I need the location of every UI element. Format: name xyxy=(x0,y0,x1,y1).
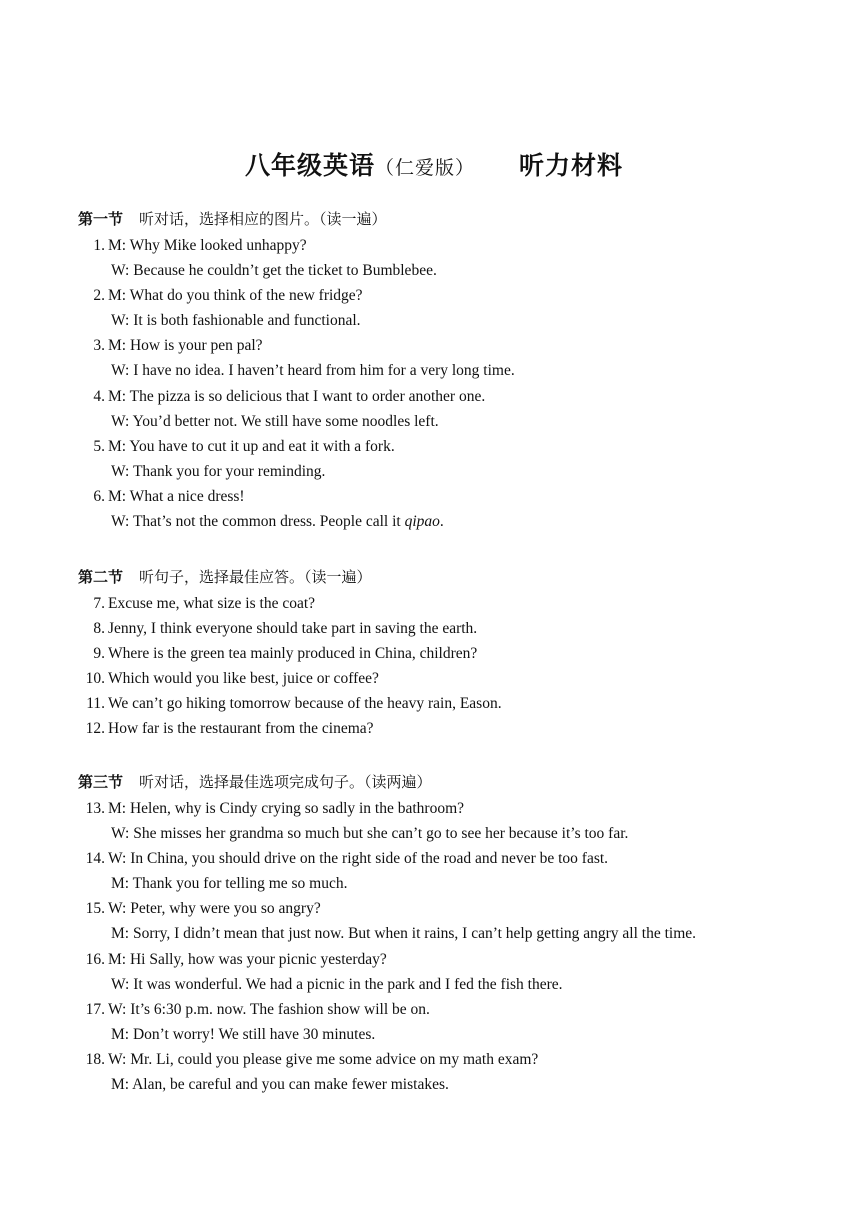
section-instruction: 听句子，选择最佳应答。（读一遍） xyxy=(139,570,372,586)
item-line-b: M: Thank you for telling me so much. xyxy=(111,875,348,893)
section-3 xyxy=(78,771,818,1097)
item-10 xyxy=(78,666,818,691)
item-number: 10. xyxy=(85,670,105,688)
item-line-b: W: That’s not the common dress. People call it qipao. xyxy=(111,513,444,531)
item-number: 3. xyxy=(93,337,105,355)
item-line-a: M: What a nice dress! xyxy=(108,487,245,505)
item-line-a: M: What do you think of the new fridge? xyxy=(108,287,363,305)
item-number: 1. xyxy=(93,237,105,254)
item-number: 12. xyxy=(85,720,105,738)
item-number: 2. xyxy=(93,287,105,305)
item-11 xyxy=(78,691,818,716)
title-sub: （仁爱版） xyxy=(374,158,475,179)
item-line-a: W: Mr. Li, could you please give me some advice on my math exam? xyxy=(108,1050,539,1068)
item-line-a: M: How is your pen pal? xyxy=(108,337,263,355)
item-number: 5. xyxy=(93,437,105,455)
item-line-b: W: I have no idea. I haven’t heard from him for a very long time. xyxy=(111,362,515,380)
title-main: 八年级英语 xyxy=(244,153,375,180)
item-number: 14. xyxy=(85,850,105,868)
section-2 xyxy=(78,566,818,742)
section-1 xyxy=(78,208,818,534)
italic-word: qipao xyxy=(404,513,440,531)
item-line-b: M: Alan, be careful and you can make fewer mistakes. xyxy=(111,1076,449,1094)
item-13 xyxy=(78,796,818,846)
item-line-a: M: Why Mike looked unhappy? xyxy=(108,237,307,254)
item-number: 13. xyxy=(85,800,105,817)
item-number: 16. xyxy=(85,950,105,968)
item-line-b: M: Don’t worry! We still have 30 minutes. xyxy=(111,1025,376,1043)
item-1 xyxy=(78,233,818,283)
item-line-b: W: You’d better not. We still have some noodles left. xyxy=(111,412,439,430)
item-line-a: We can’t go hiking tomorrow because of the heavy rain, Eason. xyxy=(108,695,502,713)
item-8 xyxy=(78,616,818,641)
item-4 xyxy=(78,384,818,434)
item-line-a: M: You have to cut it up and eat it with a fork. xyxy=(108,437,395,455)
item-18 xyxy=(78,1047,818,1097)
item-line-a: How far is the restaurant from the cinema? xyxy=(108,720,374,738)
item-2 xyxy=(78,283,818,333)
item-number: 18. xyxy=(85,1050,105,1068)
item-line-a: M: The pizza is so delicious that I want to order another one. xyxy=(108,387,486,405)
item-line-b: W: She misses her grandma so much but she can’t go to see her because it’s too far. xyxy=(111,825,629,843)
section-instruction: 听对话，选择最佳选项完成句子。（读两遍） xyxy=(139,775,432,791)
item-number: 11. xyxy=(86,695,105,713)
item-line-b: W: It is both fashionable and functional. xyxy=(111,312,361,330)
item-number: 6. xyxy=(93,487,105,505)
item-line-a: Where is the green tea mainly produced in China, children? xyxy=(108,645,478,663)
item-number: 8. xyxy=(93,620,105,638)
item-line-a: Jenny, I think everyone should take part in saving the earth. xyxy=(108,620,478,638)
title-right: 听力材料 xyxy=(519,153,624,180)
item-15 xyxy=(78,896,818,946)
item-line-b: W: It was wonderful. We had a picnic in the park and I fed the fish there. xyxy=(111,975,563,993)
item-9 xyxy=(78,641,818,666)
item-line-a: W: It’s 6:30 p.m. now. The fashion show will be on. xyxy=(108,1000,430,1018)
section-name: 第一节 xyxy=(78,212,124,228)
item-14 xyxy=(78,846,818,896)
item-number: 7. xyxy=(93,595,105,612)
page-title xyxy=(0,146,868,182)
item-7 xyxy=(78,591,818,616)
item-line-a: M: Hi Sally, how was your picnic yesterday? xyxy=(108,950,387,968)
item-line-a: W: Peter, why were you so angry? xyxy=(108,900,321,918)
item-line-a: Excuse me, what size is the coat? xyxy=(108,595,316,612)
item-number: 17. xyxy=(85,1000,105,1018)
section-instruction: 听对话，选择相应的图片。（读一遍） xyxy=(139,212,387,228)
item-16 xyxy=(78,947,818,997)
item-line-a: W: In China, you should drive on the right side of the road and never be too fast. xyxy=(108,850,609,868)
section-name: 第二节 xyxy=(78,570,124,586)
item-line-a: M: Helen, why is Cindy crying so sadly in the bathroom? xyxy=(108,800,465,817)
item-3 xyxy=(78,333,818,383)
item-number: 15. xyxy=(85,900,105,918)
section-heading xyxy=(78,208,818,233)
item-5 xyxy=(78,434,818,484)
section-heading xyxy=(78,771,818,796)
item-line-b: W: Because he couldn’t get the ticket to Bumblebee. xyxy=(111,262,437,280)
section-heading xyxy=(78,566,818,591)
item-line-b: M: Sorry, I didn’t mean that just now. But when it rains, I can’t help getting angry all the time. xyxy=(111,925,697,943)
item-6 xyxy=(78,484,818,534)
section-name: 第三节 xyxy=(78,775,124,791)
item-12 xyxy=(78,716,818,741)
item-17 xyxy=(78,997,818,1047)
item-number: 9. xyxy=(93,645,105,663)
item-line-b: W: Thank you for your reminding. xyxy=(111,462,326,480)
item-number: 4. xyxy=(93,387,105,405)
item-line-a: Which would you like best, juice or coffee? xyxy=(108,670,379,688)
